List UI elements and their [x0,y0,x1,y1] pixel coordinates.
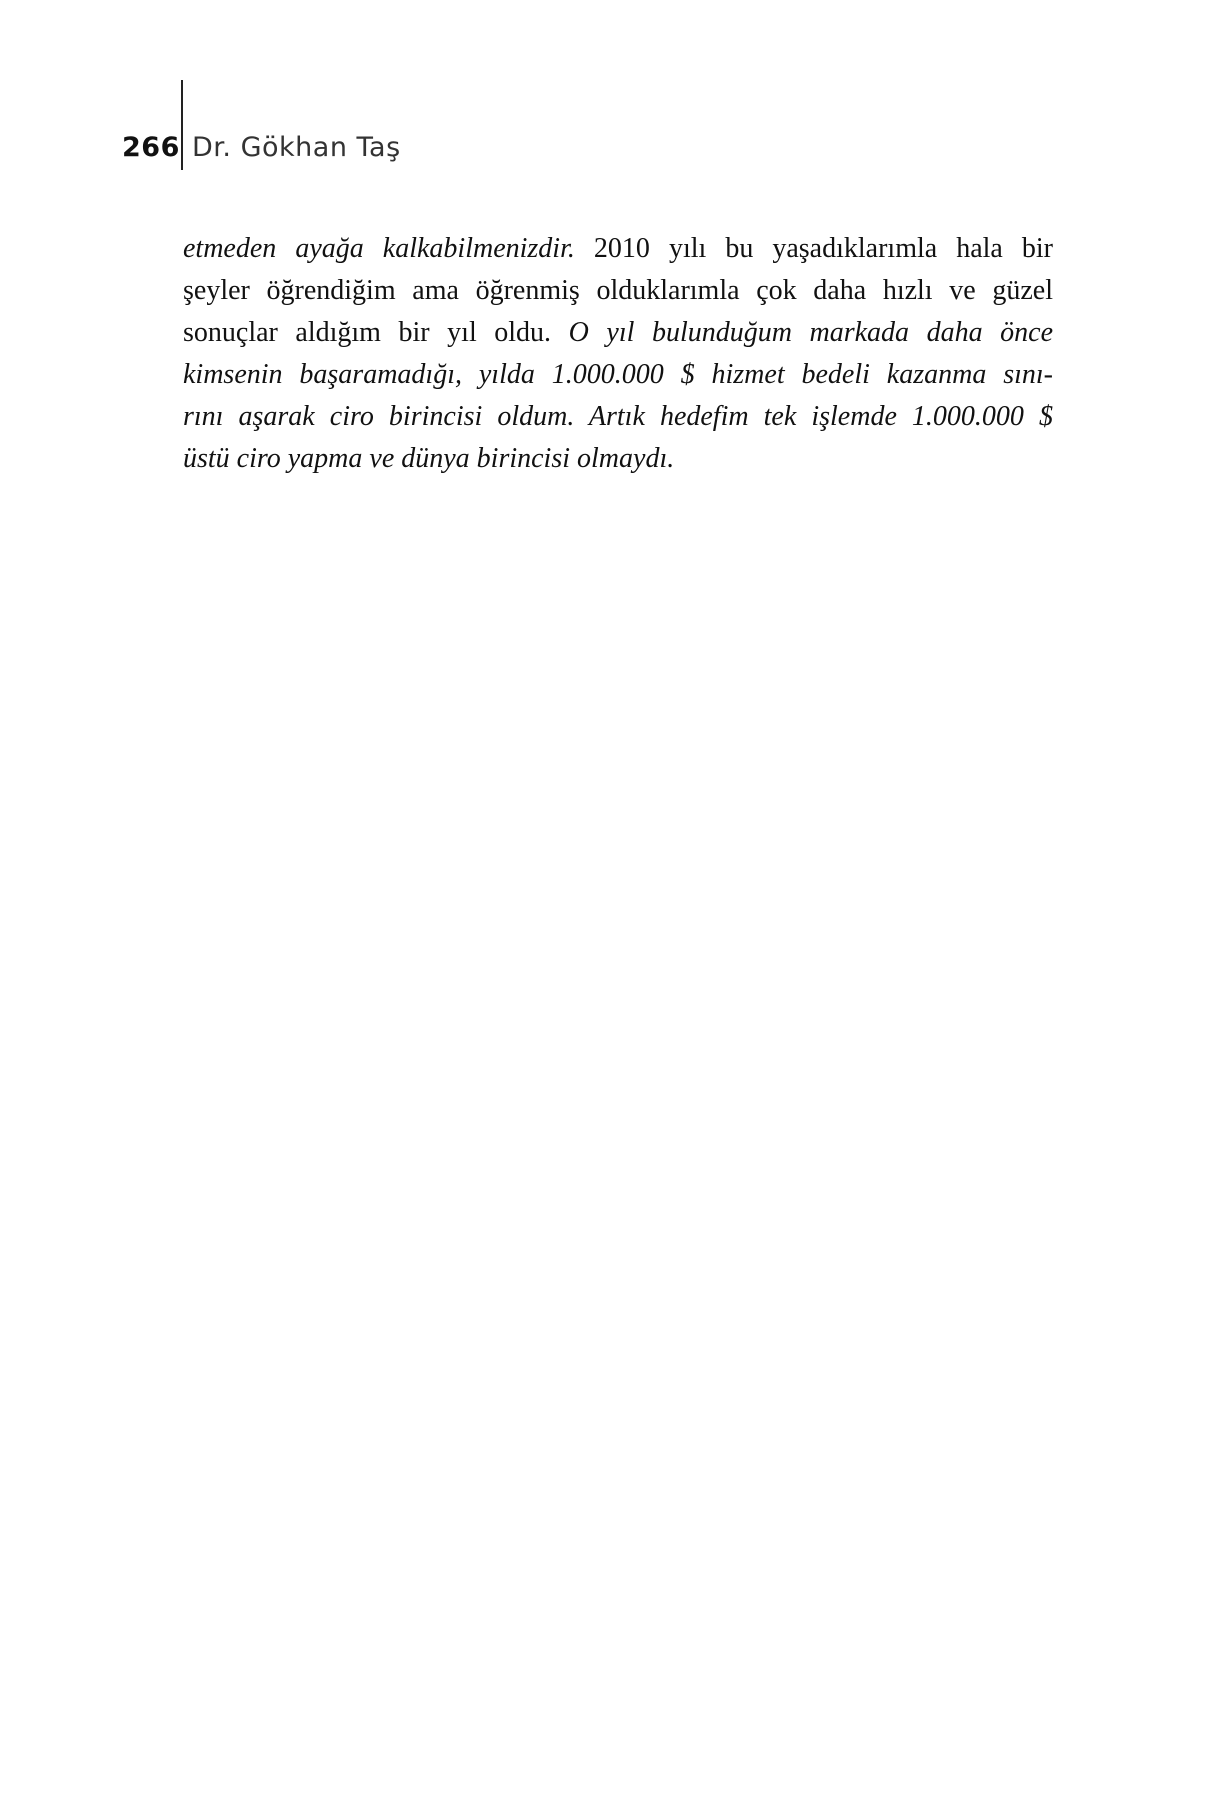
italic-text: etmeden ayağa kalkabilmenizdir. [183,233,575,264]
running-header-author: Dr. Gökhan Taş [192,132,401,163]
text-line [183,228,1053,270]
body-paragraph [183,228,1053,480]
roman-text: şeyler öğrendiğim ama öğrenmiş olduklarımla çok daha hızlı ve güzel [183,275,1053,306]
italic-text: rını aşarak ciro birincisi oldum. Artık hedefim tek işlemde 1.000.000 $ [183,401,1053,432]
italic-text: üstü ciro yapma ve dünya birincisi olmaydı. [183,443,675,474]
text-line [183,270,1053,312]
text-line [183,438,1053,480]
italic-text: O yıl bulunduğum markada daha önce [568,317,1054,348]
roman-text: 2010 yılı bu yaşadıklarımla hala bir [574,233,1053,264]
header-divider [181,80,183,170]
text-line [183,354,1053,396]
page-number: 266 [122,132,180,163]
text-line [183,396,1053,438]
roman-text: sonuçlar aldığım bir yıl oldu. [183,317,569,348]
text-line [183,312,1053,354]
italic-text: kimsenin başaramadığı, yılda 1.000.000 $ hizmet bedeli kazanma sını- [183,359,1053,390]
